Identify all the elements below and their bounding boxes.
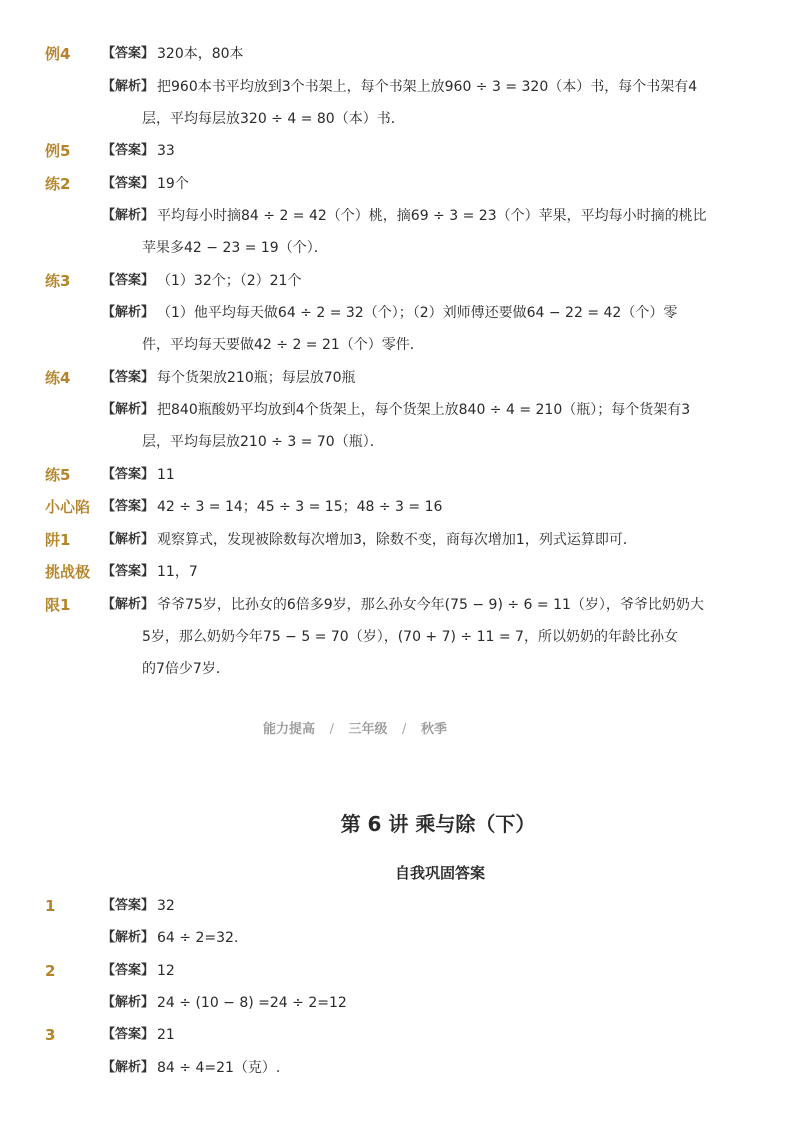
answer-tag: 【答案】 [102,273,155,288]
entry-text: 64 ÷ 2=32. [157,930,239,946]
analysis-tag: 【解析】 [102,532,155,547]
footer-separator: / [329,722,334,737]
entry-text: 32 [157,898,175,914]
entry-text-continued: 层，平均每层放320 ÷ 4 = 80（本）书． [142,111,405,127]
page-footer [0,718,710,737]
entry-text: 24 ÷ (10 − 8) =24 ÷ 2=12 [157,995,347,1011]
entry-text: 11，7 [157,564,198,580]
entry-text: 每个货架放210瓶；每层放70瓶 [157,370,356,386]
footer-grade: 三年级 [348,722,388,737]
entry-text: （1）他平均每天做64 ÷ 2 = 32（个）；（2）刘师傅还要做64 − 22 = 42（个）零 [157,305,678,321]
footer-term: 秋季 [420,722,447,737]
answer-tag: 【答案】 [102,46,155,61]
answer-tag: 【答案】 [102,898,155,913]
analysis-tag: 【解析】 [102,995,155,1010]
entry-text-continued: 5岁，那么奶奶今年75 − 5 = 70（岁），(70 + 7) ÷ 11 = 7，所以奶奶的年龄比孙女 [142,629,678,645]
example-label: 练3 [45,272,71,290]
answer-tag: 【答案】 [102,143,155,158]
entry-text: 84 ÷ 4=21（克）. [157,1060,281,1076]
answer-tag: 【答案】 [102,467,155,482]
example-label: 练4 [45,369,71,387]
analysis-tag: 【解析】 [102,305,155,320]
entry-text: 把960本书平均放到3个书架上，每个书架上放960 ÷ 3 = 320（本）书，每个书架有4 [157,79,698,95]
analysis-tag: 【解析】 [102,79,155,94]
example-label: 例5 [45,142,71,160]
entry-text: 42 ÷ 3 = 14；45 ÷ 3 = 15；48 ÷ 3 = 16 [157,499,443,515]
entry-text: 平均每小时摘84 ÷ 2 = 42（个）桃，摘69 ÷ 3 = 23（个）苹果，平均每小时摘的桃比 [157,208,707,224]
entry-text: 320本，80本 [157,46,244,62]
answer-tag: 【答案】 [102,564,155,579]
question-number: 3 [45,1026,56,1044]
entry-text: （1）32个；（2）21个 [157,273,302,289]
entry-text-continued: 件，平均每天要做42 ÷ 2 = 21（个）零件． [142,337,424,353]
question-number: 2 [45,962,56,980]
entry-text-continued: 层，平均每层放210 ÷ 3 = 70（瓶）． [142,434,384,450]
example-label: 练2 [45,175,71,193]
entry-text-continued: 苹果多42 − 23 = 19（个）． [142,240,328,256]
section-title: 自我巩固答案 [394,864,485,882]
entry-text: 爷爷75岁，比孙女的6倍多9岁，那么孙女今年(75 − 9) ÷ 6 = 11（岁），爷爷比奶奶大 [157,597,704,613]
analysis-tag: 【解析】 [102,402,155,417]
example-label: 限1 [45,596,71,614]
example-label: 挑战极 [45,563,91,581]
analysis-tag: 【解析】 [102,208,155,223]
entry-text: 12 [157,963,175,979]
entry-text: 33 [157,143,175,159]
answer-tag: 【答案】 [102,370,155,385]
answer-tag: 【答案】 [102,963,155,978]
answer-tag: 【答案】 [102,499,155,514]
answer-tag: 【答案】 [102,1027,155,1042]
answer-tag: 【答案】 [102,176,155,191]
example-label: 小心陷 [45,498,91,516]
entry-text: 21 [157,1027,175,1043]
entry-text: 把840瓶酸奶平均放到4个货架上，每个货架上放840 ÷ 4 = 210（瓶）；每个货架有3 [157,402,691,418]
analysis-tag: 【解析】 [102,597,155,612]
footer-separator: / [402,722,407,737]
example-label: 例4 [45,45,71,63]
entry-text: 观察算式，发现被除数每次增加3，除数不变，商每次增加1，列式运算即可． [157,532,637,548]
entry-text: 11 [157,467,175,483]
chapter-title: 第 6 讲 乘与除（下） [340,812,536,836]
entry-text-continued: 的7倍少7岁． [142,661,230,677]
footer-course: 能力提高 [263,722,316,737]
analysis-tag: 【解析】 [102,930,155,945]
entry-text: 19个 [157,176,189,192]
example-label: 练5 [45,466,71,484]
example-label: 阱1 [45,531,71,549]
question-number: 1 [45,897,56,915]
analysis-tag: 【解析】 [102,1060,155,1075]
